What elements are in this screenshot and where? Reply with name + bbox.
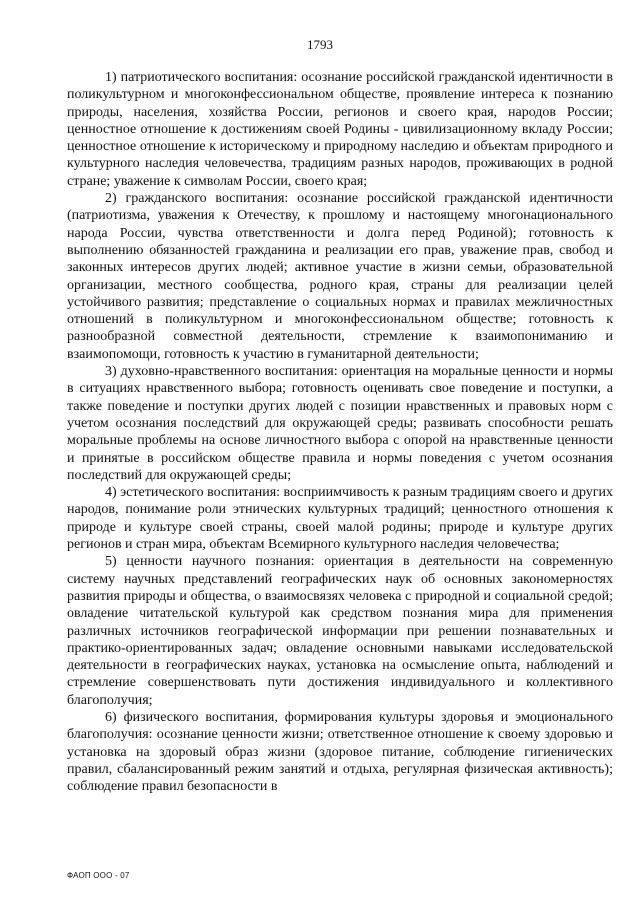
page-number: 1793 [307, 37, 333, 52]
paragraph-physical-education: 6) физического воспитания, формирования культуры здоровья и эмоционального благополучия: осознание ценности жизни; ответственное отношение к своему здоровью и установка на здоровый образ жизни (здоровое питание, соблюдение гигиенических правил, сбалансированный режим занятий и отдыха, регулярная физическая активность); соблюдение правил безопасности в [67, 709, 613, 795]
paragraph-patriotic-education: 1) патриотического воспитания: осознание российской гражданской идентичности в поликультурном и многоконфессиональном обществе, проявление интереса к познанию природы, населения, хозяйства России, регионов и своего края, народов России; ценностное отношение к достижениям своей Родины - цивилизационному вкладу России; ценностное отношение к историческому и природному наследию и объектам природного и культурного наследия человечества, традициям разных народов, проживающих в родной стране; уважение к символам России, своего края; [67, 70, 613, 189]
footer-document-code: ФАОП ООО - 07 [67, 871, 130, 880]
paragraph-scientific-knowledge: 5) ценности научного познания: ориентация в деятельности на современную систему научных представлений географических наук об основных закономерностях развития природы и общества, о взаимосвязях человека с природной и социальной средой; овладение читательской культурой как средством познания мира для применения различных источников географической информации при решении познавательных и практико-ориентированных задач; овладение основными навыками исследовательской деятельности в географических науках, установка на осмысление опыта, наблюдений и стремление совершенствовать пути достижения индивидуального и коллективного благополучия; [67, 554, 613, 708]
paragraph-civic-education: 2) гражданского воспитания: осознание российской гражданской идентичности (патриотизма, уважения к Отечеству, к прошлому и настоящему многонационального народа России, чувства ответственности и долга перед Родиной); готовность к выполнению обязанностей гражданина и реализации его прав, уважение прав, свобод и законных интересов других людей; активное участие в жизни семьи, образовательной организации, местного сообщества, родного края, страны для реализации целей устойчивого развития; представление о социальных нормах и правилах межличностных отношений в поликультурном и многоконфессиональном обществе; готовность к разнообразной совместной деятельности, стремление к взаимопониманию и взаимопомощи, готовность к участию в гуманитарной деятельности; [67, 191, 613, 362]
paragraph-spiritual-moral-education: 3) духовно-нравственного воспитания: ориентация на моральные ценности и нормы в ситуациях нравственного выбора; готовность оценивать свое поведение и поступки, а также поведение и поступки других людей с позиции нравственных и правовых норм с учетом осознания последствий для окружающей среды; развивать способности решать моральные проблемы на основе личностного выбора с опорой на нравственные ценности и принятые в российском обществе правила и нормы поведения с учетом осознания последствий для окружающей среды; [67, 364, 613, 483]
paragraph-aesthetic-education: 4) эстетического воспитания: восприимчивость к разным традициям своего и других народов, понимание роли этнических культурных традиций; ценностного отношения к природе и культуре своей страны, своей малой родины; природе и культуре других регионов и стран мира, объектам Всемирного культурного наследия человечества; [67, 485, 613, 553]
document-body [67, 69, 613, 795]
